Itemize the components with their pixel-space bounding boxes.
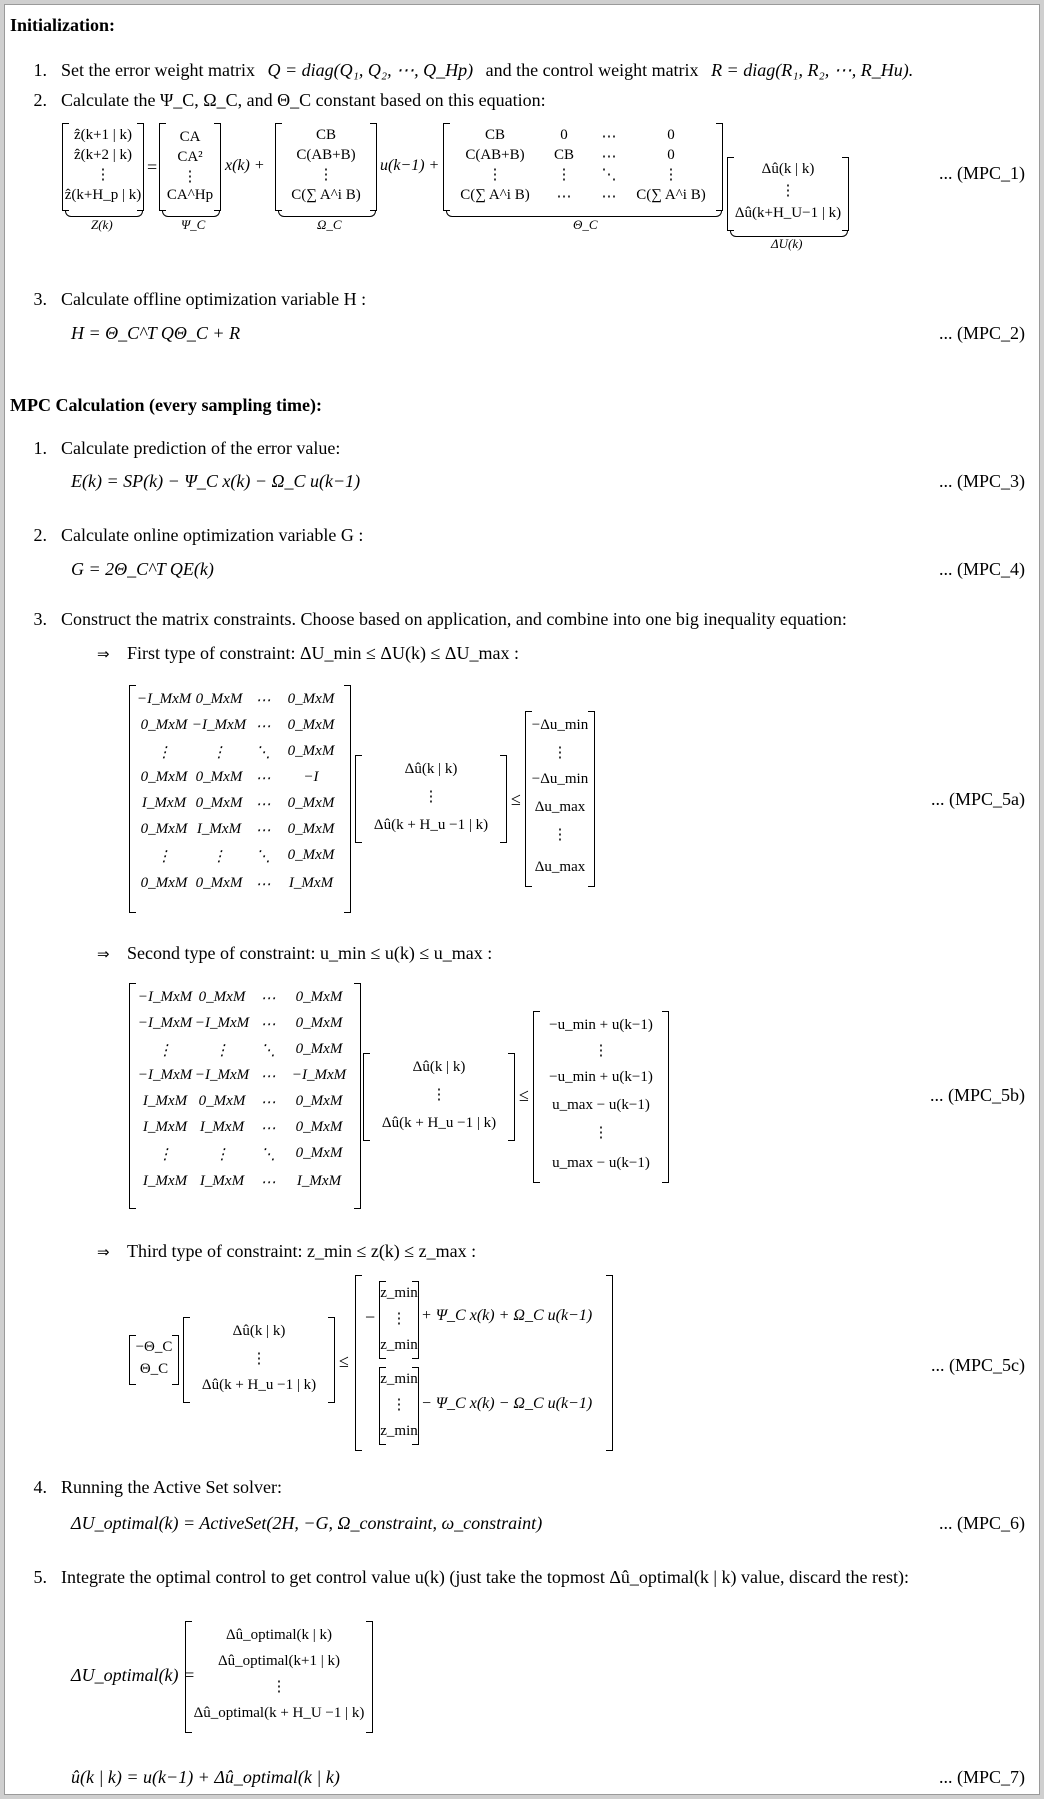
calc-heading: MPC Calculation (every sampling time): bbox=[10, 395, 322, 415]
matrix-cell: 0_MxM bbox=[295, 1093, 343, 1109]
du-label: ΔU(k) bbox=[771, 236, 803, 251]
psi-label: Ψ_C bbox=[181, 217, 206, 232]
rhs-entry: u_max − u(k−1) bbox=[552, 1155, 650, 1171]
theta-cell: ⋮ bbox=[487, 167, 503, 183]
matrix-cell: −I_MxM bbox=[137, 1067, 193, 1083]
matrix-cell: ⋯ bbox=[255, 719, 271, 735]
matrix-cell: ⋮ bbox=[156, 849, 172, 865]
matrix-cell: 0_MxM bbox=[140, 821, 188, 837]
matrix-cell: I_MxM bbox=[141, 795, 187, 811]
step-number: 2. bbox=[33, 90, 47, 110]
uopt-lhs: ΔU_optimal(k) = bbox=[71, 1665, 196, 1685]
matrix-cell: 0_MxM bbox=[198, 1093, 246, 1109]
step1-text-a: Set the error weight matrix bbox=[61, 60, 255, 80]
matrix-cell: −I bbox=[303, 769, 319, 785]
theta-cell: ⋯ bbox=[601, 129, 617, 145]
constraint2-du-vector bbox=[363, 1053, 515, 1141]
matrix-cell: −I_MxM bbox=[194, 1015, 250, 1031]
equation-tag: ... (MPC_5b) bbox=[929, 1085, 1025, 1105]
z-entry: ẑ(k+2 | k) bbox=[73, 147, 133, 163]
constraint3-rhs: − z_min ⋮ z_min + Ψ_C x(k) + Ω_C u(k−1) z_min ⋮ z_min − Ψ_C x(k) − Ω_C u(k−1) bbox=[355, 1275, 613, 1451]
z-label: Z(k) bbox=[91, 217, 113, 232]
rhs-entry: ⋮ bbox=[593, 1043, 609, 1059]
step1-text bbox=[61, 60, 913, 81]
theta-cell: 0 bbox=[560, 127, 568, 143]
matrix-cell: ⋯ bbox=[255, 771, 271, 787]
x-term: x(k) + bbox=[225, 157, 265, 174]
matrix-cell: ⋱ bbox=[260, 1043, 276, 1059]
matrix-cell: 0_MxM bbox=[195, 691, 243, 707]
init-heading: Initialization: bbox=[10, 15, 116, 35]
matrix-cell: I_MxM bbox=[196, 821, 242, 837]
equation-tag: ... (MPC_6) bbox=[938, 1513, 1025, 1533]
matrix-cell: ⋮ bbox=[214, 1043, 230, 1059]
matrix-cell: ⋮ bbox=[211, 745, 227, 761]
rhs-entry: Δu_max bbox=[534, 859, 586, 875]
calc-step1-text: Calculate prediction of the error value: bbox=[61, 438, 341, 458]
constraint3-text: Third type of constraint: z_min ≤ z(k) ≤ z_max : bbox=[127, 1241, 477, 1261]
step2-text: Calculate the Ψ_C, Ω_C, and Θ_C constant based on this equation: bbox=[61, 90, 546, 110]
z-vector bbox=[62, 123, 144, 211]
theta-label: Θ_C bbox=[573, 217, 598, 232]
matrix-cell: I_MxM bbox=[142, 1119, 188, 1135]
matrix-cell: 0_MxM bbox=[198, 989, 246, 1005]
mpc3-equation: E(k) = SP(k) − Ψ_C x(k) − Ω_C u(k−1) bbox=[71, 471, 361, 491]
calc-step2-text: Calculate online optimization variable G : bbox=[61, 525, 364, 545]
step-number: 3. bbox=[33, 289, 47, 309]
matrix-cell: I_MxM bbox=[142, 1093, 188, 1109]
step-number: 2. bbox=[33, 525, 47, 545]
matrix-cell: −I_MxM bbox=[194, 1067, 250, 1083]
theta-cell: C(∑ A^i B) bbox=[460, 187, 530, 203]
theta-cell: ⋯ bbox=[601, 189, 617, 205]
du-entry: Δû(k + H_u −1 | k) bbox=[201, 1377, 317, 1393]
calc-step5-text: Integrate the optimal control to get control value u(k) (just take the topmost Δû_optimal(k | k) value, discard the rest): bbox=[61, 1567, 909, 1587]
omega-label: Ω_C bbox=[317, 217, 342, 232]
omega-entry: CB bbox=[315, 127, 336, 143]
matrix-cell: ⋮ bbox=[156, 745, 172, 761]
equals: = bbox=[147, 157, 158, 177]
uopt-entry: Δû_optimal(k + H_U −1 | k) bbox=[193, 1705, 365, 1721]
implies-icon: ⇒ bbox=[97, 945, 110, 963]
z-entry: ⋮ bbox=[95, 167, 111, 183]
theta-cell: 0 bbox=[667, 127, 675, 143]
z-min-vector bbox=[379, 1367, 419, 1445]
uopt-vector bbox=[185, 1621, 373, 1733]
constraint1-matrix bbox=[129, 685, 351, 913]
du-entry: ⋮ bbox=[251, 1351, 267, 1367]
z-entry: z_min bbox=[380, 1371, 418, 1387]
equation-tag: ... (MPC_4) bbox=[938, 559, 1025, 579]
constraint2-text: Second type of constraint: u_min ≤ u(k) ≤ u_max : bbox=[127, 943, 493, 963]
theta-matrix bbox=[443, 123, 723, 211]
matrix-cell: ⋱ bbox=[260, 1147, 276, 1163]
matrix-cell: 0_MxM bbox=[195, 795, 243, 811]
mpc2-equation: H = Θ_C^T QΘ_C + R bbox=[71, 323, 241, 343]
omega-entry: ⋮ bbox=[318, 167, 334, 183]
leq-sign: ≤ bbox=[339, 1351, 349, 1371]
theta-cell: C(∑ A^i B) bbox=[636, 187, 706, 203]
matrix-cell: ⋯ bbox=[255, 823, 271, 839]
matrix-cell: ⋯ bbox=[255, 877, 271, 893]
omega-entry: C(AB+B) bbox=[296, 147, 356, 163]
du-entry: Δû(k + H_u −1 | k) bbox=[373, 817, 489, 833]
z-entry: z_min bbox=[380, 1285, 418, 1301]
matrix-cell: −I_MxM bbox=[137, 989, 193, 1005]
rhs-entry: −u_min + u(k−1) bbox=[549, 1017, 653, 1033]
matrix-cell: 0_MxM bbox=[287, 795, 335, 811]
theta-cell: ⋱ bbox=[601, 167, 617, 183]
equation-tag: ... (MPC_2) bbox=[938, 323, 1025, 343]
rhs-top-rest: + Ψ_C x(k) + Ω_C u(k−1) bbox=[421, 1307, 593, 1324]
psi-entry: ⋮ bbox=[182, 169, 198, 185]
rhs-entry: −Δu_min bbox=[531, 771, 589, 787]
z-entry: ẑ(k+H_p | k) bbox=[64, 187, 142, 203]
psi-entry: CA² bbox=[177, 149, 203, 165]
matrix-cell: 0_MxM bbox=[287, 847, 335, 863]
equation-tag: ... (MPC_7) bbox=[938, 1767, 1025, 1787]
step-number: 3. bbox=[33, 609, 47, 629]
matrix-cell: I_MxM bbox=[288, 875, 334, 891]
step1-text-b: and the control weight matrix bbox=[485, 60, 699, 80]
matrix-cell: −I_MxM bbox=[137, 1015, 193, 1031]
matrix-cell: −I_MxM bbox=[291, 1067, 347, 1083]
rhs-entry: −Δu_min bbox=[531, 717, 589, 733]
matrix-cell: ⋮ bbox=[214, 1147, 230, 1163]
du-entry: Δû(k + H_u −1 | k) bbox=[381, 1115, 497, 1131]
calc-step3-text: Construct the matrix constraints. Choose based on application, and combine into one big inequality equation: bbox=[61, 609, 847, 629]
matrix-cell: I_MxM bbox=[296, 1173, 342, 1189]
matrix-cell: 0_MxM bbox=[295, 1119, 343, 1135]
matrix-cell: ⋯ bbox=[260, 1095, 276, 1111]
matrix-cell: ⋯ bbox=[260, 1175, 276, 1191]
du-entry: Δû(k | k) bbox=[412, 1059, 466, 1075]
u-term: u(k−1) + bbox=[380, 157, 440, 174]
theta-cell: 0 bbox=[667, 147, 675, 163]
matrix-cell: 0_MxM bbox=[295, 1015, 343, 1031]
omega-vector bbox=[275, 123, 377, 211]
matrix-cell: 0_MxM bbox=[140, 875, 188, 891]
lhs-entry: Θ_C bbox=[139, 1361, 169, 1377]
rhs-entry: ⋮ bbox=[552, 827, 568, 843]
matrix-cell: 0_MxM bbox=[295, 1041, 343, 1057]
equation-tag: ... (MPC_5c) bbox=[931, 1355, 1025, 1375]
du-entry: ⋮ bbox=[431, 1087, 447, 1103]
rhs-bottom-rest: − Ψ_C x(k) − Ω_C u(k−1) bbox=[421, 1395, 593, 1412]
matrix-cell: 0_MxM bbox=[195, 769, 243, 785]
matrix-cell: I_MxM bbox=[199, 1119, 245, 1135]
step-number: 1. bbox=[33, 438, 47, 458]
mpc4-equation: G = 2Θ_C^T QE(k) bbox=[71, 559, 214, 579]
du-entry: Δû(k+H_U−1 | k) bbox=[734, 205, 842, 221]
matrix-cell: ⋯ bbox=[255, 797, 271, 813]
theta-cell: CB bbox=[553, 147, 574, 163]
step-number: 4. bbox=[33, 1477, 47, 1497]
implies-icon: ⇒ bbox=[97, 1243, 110, 1261]
step3-text: Calculate offline optimization variable H : bbox=[61, 289, 367, 309]
mpc6-equation: ΔU_optimal(k) = ActiveSet(2H, −G, Ω_constraint, ω_constraint) bbox=[71, 1513, 543, 1533]
matrix-cell: I_MxM bbox=[142, 1173, 188, 1189]
matrix-cell: 0_MxM bbox=[287, 717, 335, 733]
theta-cell: ⋯ bbox=[601, 149, 617, 165]
leq-sign: ≤ bbox=[519, 1085, 529, 1105]
constraint3-lhs bbox=[129, 1335, 179, 1385]
matrix-cell: ⋮ bbox=[157, 1147, 173, 1163]
equation-tag: ... (MPC_5a) bbox=[931, 789, 1025, 809]
matrix-cell: ⋯ bbox=[260, 1121, 276, 1137]
matrix-cell: −I_MxM bbox=[191, 717, 247, 733]
matrix-cell: 0_MxM bbox=[140, 717, 188, 733]
du-entry: Δû(k | k) bbox=[232, 1323, 286, 1339]
theta-cell: ⋮ bbox=[556, 167, 572, 183]
matrix-cell: ⋱ bbox=[255, 745, 271, 761]
constraint1-text: First type of constraint: ΔU_min ≤ ΔU(k) ≤ ΔU_max : bbox=[127, 643, 519, 663]
calc-step4-text: Running the Active Set solver: bbox=[61, 1477, 282, 1497]
du-entry: Δû(k | k) bbox=[761, 161, 815, 177]
step-number: 5. bbox=[33, 1567, 47, 1587]
matrix-cell: 0_MxM bbox=[287, 743, 335, 759]
matrix-cell: 0_MxM bbox=[195, 875, 243, 891]
leq-sign: ≤ bbox=[511, 789, 521, 809]
implies-icon: ⇒ bbox=[97, 645, 110, 663]
constraint2-rhs bbox=[533, 1011, 669, 1183]
mpc7-equation: û(k | k) = u(k−1) + Δû_optimal(k | k) bbox=[71, 1767, 340, 1787]
matrix-cell: −I_MxM bbox=[137, 691, 192, 707]
matrix-cell: 0_MxM bbox=[287, 821, 335, 837]
matrix-cell: ⋱ bbox=[255, 849, 271, 865]
du-entry: ⋮ bbox=[780, 183, 796, 199]
matrix-cell: 0_MxM bbox=[295, 989, 343, 1005]
psi-entry: CA bbox=[179, 129, 201, 145]
constraint2-matrix bbox=[129, 983, 361, 1209]
matrix-cell: I_MxM bbox=[199, 1173, 245, 1189]
r-matrix-def: R = diag(R₁, R₂, ⋯, R_Hu). bbox=[711, 60, 914, 80]
rhs-entry: Δu_max bbox=[534, 799, 586, 815]
matrix-cell: ⋮ bbox=[211, 849, 227, 865]
constraint1-du-vector bbox=[355, 755, 507, 843]
z-entry: z_min bbox=[380, 1337, 418, 1353]
rhs-entry: −u_min + u(k−1) bbox=[549, 1069, 653, 1085]
omega-entry: C(∑ A^i B) bbox=[291, 187, 361, 203]
psi-entry: CA^Hp bbox=[166, 187, 214, 203]
theta-cell: CB bbox=[484, 127, 505, 143]
matrix-cell: ⋯ bbox=[255, 693, 271, 709]
theta-cell: C(AB+B) bbox=[465, 147, 525, 163]
du-entry: Δû(k | k) bbox=[404, 761, 458, 777]
rhs-entry: ⋮ bbox=[552, 745, 568, 761]
matrix-cell: 0_MxM bbox=[295, 1145, 343, 1161]
z-entry: z_min bbox=[380, 1423, 418, 1439]
du-vector bbox=[727, 157, 849, 231]
z-entry: ẑ(k+1 | k) bbox=[73, 127, 133, 143]
matrix-cell: 0_MxM bbox=[287, 691, 335, 707]
z-entry: ⋮ bbox=[391, 1397, 407, 1413]
constraint3-du-vector bbox=[183, 1317, 335, 1403]
rhs-entry: u_max − u(k−1) bbox=[552, 1097, 650, 1113]
psi-vector bbox=[159, 123, 221, 211]
theta-cell: ⋯ bbox=[556, 189, 572, 205]
du-entry: ⋮ bbox=[423, 789, 439, 805]
theta-cell: ⋮ bbox=[663, 167, 679, 183]
equation-tag: ... (MPC_3) bbox=[938, 471, 1025, 491]
matrix-cell: ⋯ bbox=[260, 1017, 276, 1033]
lhs-entry: −Θ_C bbox=[135, 1339, 173, 1355]
constraint1-rhs bbox=[525, 711, 595, 887]
matrix-cell: ⋯ bbox=[260, 1069, 276, 1085]
document-page bbox=[4, 4, 1040, 1795]
matrix-cell: ⋯ bbox=[260, 991, 276, 1007]
z-min-vector bbox=[379, 1281, 419, 1359]
matrix-cell: ⋮ bbox=[157, 1043, 173, 1059]
z-entry: ⋮ bbox=[391, 1311, 407, 1327]
uopt-entry: Δû_optimal(k | k) bbox=[226, 1627, 332, 1643]
q-matrix-def: Q = diag(Q₁, Q₂, ⋯, Q_Hp) bbox=[267, 60, 474, 80]
step-number: 1. bbox=[33, 60, 47, 80]
rhs-entry: ⋮ bbox=[593, 1125, 609, 1141]
matrix-cell: 0_MxM bbox=[140, 769, 188, 785]
uopt-entry: Δû_optimal(k+1 | k) bbox=[218, 1653, 340, 1669]
uopt-entry: ⋮ bbox=[271, 1679, 287, 1695]
equation-tag: ... (MPC_1) bbox=[938, 163, 1025, 183]
